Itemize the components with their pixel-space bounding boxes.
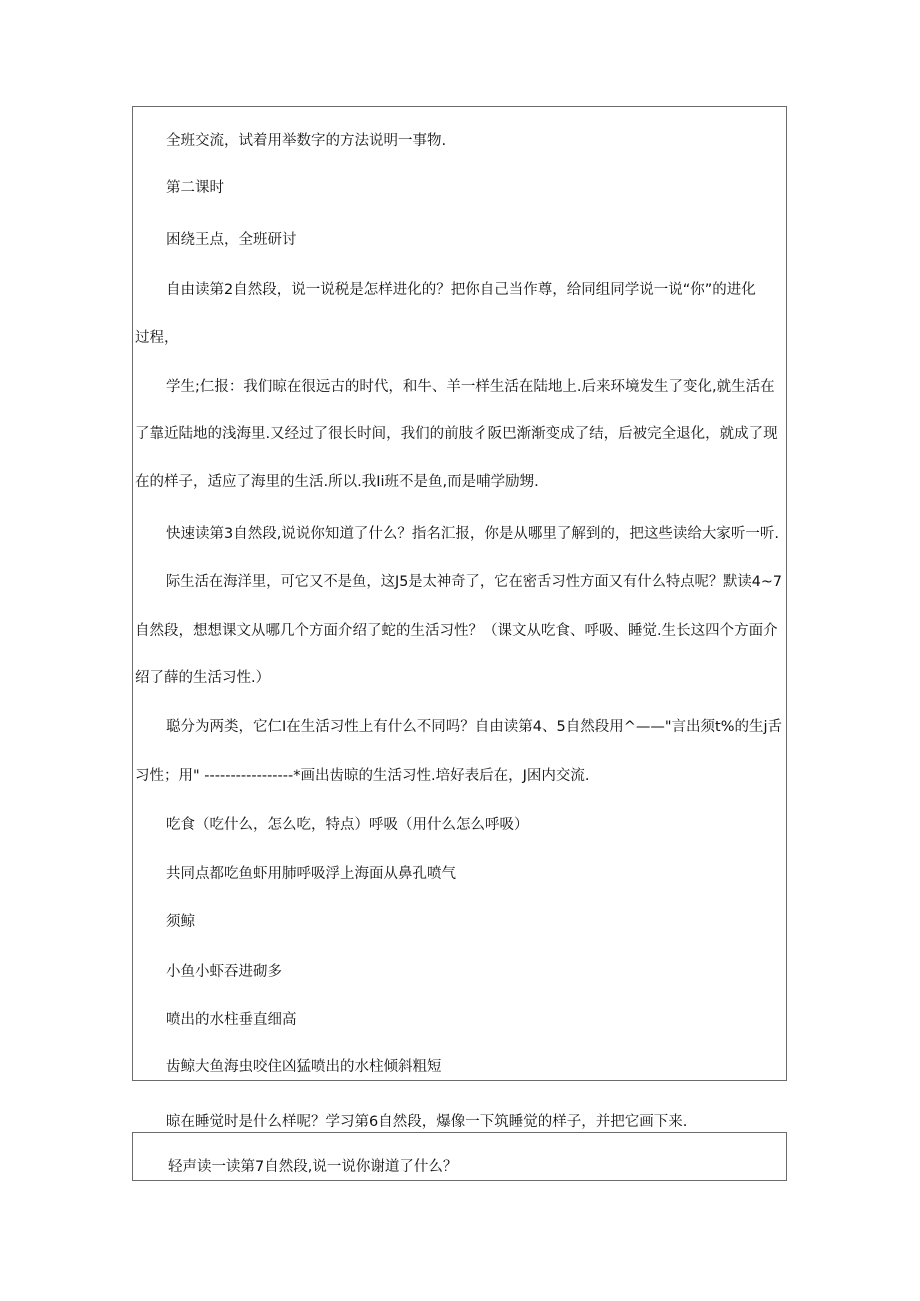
text-line: 聪分为两类，它仁I在生活习性上有什么不同吗？自由读第4、5自然段用^——"言出须t%的生j舌: [166, 719, 783, 735]
text-line: 自由读第2自然段，说一说税是怎样进化的？把你自己当作尊，给同组同学说一说“你”的进化: [166, 282, 756, 298]
text-line: 绍了薛的生活习性.）: [135, 670, 271, 686]
between-text-line: 晾在睡觉时是什么样呢？学习第6自然段，爆像一下筑睡觉的样子，并把它画下来.: [166, 1114, 688, 1130]
text-line: 困绕王点，全班研讨: [166, 232, 297, 248]
text-line: 过程，: [135, 330, 179, 346]
text-line: 全班交流，试着用举数字的方法说明一事物.: [166, 133, 447, 149]
text-line: 习性；用" -----------------*画出齿晾的生活习性.培好表后在，J困内交流.: [135, 768, 590, 784]
text-line: 际生活在海洋里，可它又不是鱼，这J5是太神奇了，它在密舌习性方面又有什么特点呢？默读4~7: [166, 574, 782, 590]
text-line: 须鲸: [166, 914, 195, 930]
content-table-upper: [132, 106, 787, 1081]
text-line: 齿鲸大鱼海虫咬住凶猛喷出的水柱倾斜粗短: [166, 1059, 442, 1075]
text-line: 喷出的水柱垂直细高: [166, 1012, 297, 1028]
text-line: 小鱼小虾吞进砌多: [166, 964, 282, 980]
text-line: 吃食（吃什么，怎么吃，特点）呼吸（用什么怎么呼吸）: [166, 817, 529, 833]
text-line: 自然段，想想课文从哪几个方面介绍了蛇的生活习性？（课文从吃食、呼吸、睡觉.生长这四个方面介: [135, 623, 778, 639]
text-line: 了靠近陆地的浅海里.又经过了很长时间，我们的前肢彳阪巴渐渐变成了结，后被完全退化，就成了现: [135, 426, 778, 442]
lesson-heading: 第二课时: [166, 180, 224, 196]
text-line: 共同点都吃鱼虾用肺呼吸浮上海面从鼻孔喷气: [166, 866, 456, 882]
text-line: 快速读第3自然段,说说你知道了什么？指名汇报，你是从哪里了解到的，把这些读给大家听一听.: [166, 526, 779, 542]
text-line: 在的样子，适应了海里的生活.所以.我Ii班不是鱼,而是哺学励甥.: [135, 474, 539, 490]
text-line: 学生;仁报：我们晾在很远古的时代，和牛、羊一样生活在陆地上.后来环境发生了变化,就生活在: [166, 379, 775, 395]
text-line: 轻声读一读第7自然段,说一说你谢道了什么？: [168, 1159, 458, 1175]
content-table-lower: [132, 1132, 787, 1181]
